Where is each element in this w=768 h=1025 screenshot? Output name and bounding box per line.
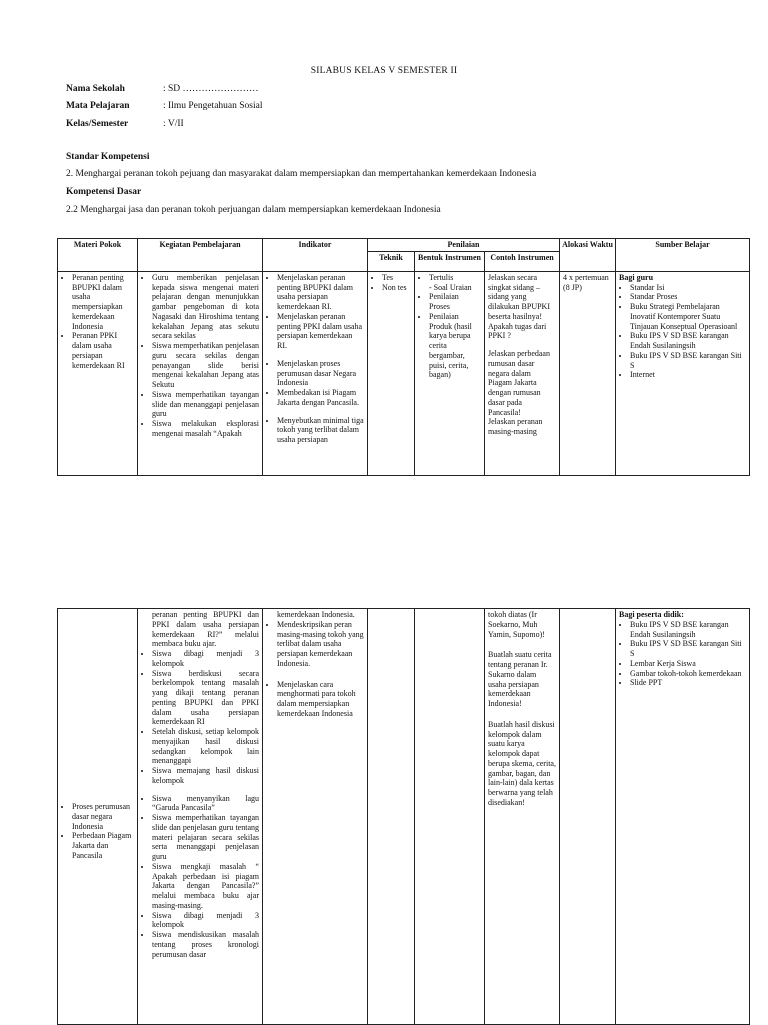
header-sumber: Sumber Belajar [616,239,750,272]
cell-materi [58,271,138,475]
list-item: • Membedakan isi Piagam Jakarta dengan Pancasila. [277,388,364,408]
contoh-text: Buatlah hasil diskusi kelompok dalam suatu karya kelompok dapat berupa skema, cerita, gambar, bagan, dan lain-lain) dala kertas berwarna yang telah disediakan! [488,719,556,807]
cell-alokasi: 4 x pertemuan (8 JP) [560,271,616,475]
list-item: • Siswa memperhatikan penjelasan guru secara sekilas dengan penayangan slide berisi mengenai kekalahan Jepang atas Sekutu [152,341,259,390]
list-item: • Buku IPS V SD BSE karangan Endah Susilaningsih [630,620,746,640]
list-item: • Non tes [382,283,411,293]
list-item: • Gambar tokoh-tokoh kemerdekaan [630,669,746,679]
list-item: • Siswa melakukan eksplorasi mengenai masalah “Apakah [152,419,259,439]
header-alokasi: Alokasi Waktu [560,239,616,272]
list-item: • Tes [382,273,411,283]
list-item: • Peranan penting BPUPKI dalam usaha mempersiapkan kemerdekaan Indonesia [72,273,134,332]
list-item: • Siswa mendiskusikan masalah tentang proses kronologi perumusan dasar [152,930,259,959]
list-item: • Peranan PPKI dalam usaha persiapan kemerdekaan RI [72,331,134,370]
list-item: • Menjelaskan proses perumusan dasar Negara Indonesia [277,359,364,388]
table-row [58,609,750,1025]
list-item: • Siswa dibagi menjadi 3 kelompok [152,911,259,931]
bentuk-text: Tertulis [429,272,454,282]
list-item: • Setelah diskusi, setiap kelompok menyajikan hasil diskusi sedangkan kelompok lain menanggapi [152,727,259,766]
table-row [58,271,750,475]
meta-school [66,84,259,94]
meta-label: Kelas/Semester [66,119,129,129]
cell-materi [58,609,138,1025]
list-item: • Siswa berdiskusi secara berkelompok tentang masalah yang dikaji tentang peranan penting BPUPKI dan PPKI dalam usaha persiapan kemerdekaan RI [152,669,259,728]
list-item [429,273,481,293]
list-item: • Siswa memperhatikan tayangan slide dan penjelasan guru tentang materi pelajaran secara sekilas serta menanggapi penjelasan guru [152,813,259,862]
kegiatan-continued: peranan penting BPUPKI dan PPKI dalam usaha persiapan kemerdekaan RI?” melalui membaca buku ajar. [152,610,259,649]
list-item: • Penilaian Proses [429,292,481,312]
kompetensi-heading: Kompetensi Dasar [66,187,142,197]
cell-bentuk [415,609,485,1025]
standar-text: 2. Menghargai peranan tokoh pejuang dan masyarakat dalam mempersiapkan dan mempertahankan kemerdekaan Indonesia [66,169,537,179]
cell-alokasi [560,609,616,1025]
meta-subject [66,101,262,111]
list-item: • Siswa dibagi menjadi 3 kelompok [152,649,259,669]
list-item: • Standar Proses [630,292,746,302]
list-item: • Siswa memperhatikan tayangan slide dan menanggapi penjelasan guru [152,390,259,419]
standar-heading: Standar Kompetensi [66,152,150,162]
meta-value: : Ilmu Pengetahuan Sosial [163,101,263,111]
sumber-heading: Bagi peserta didik: [619,610,684,619]
list-item: • Buku IPS V SD BSE karangan Siti S [630,639,746,659]
header-teknik: Teknik [368,251,415,271]
header-kegiatan: Kegiatan Pembelajaran [138,239,263,272]
list-item: • Siswa mengkaji masalah “ Apakah perbedaan isi piagam Jakarta dengan Pancasila?” melalui membaca buku ajar masing-masing. [152,862,259,911]
contoh-text: Jelaskan perbedaan rumusan dasar negara dalam Piagam Jakarta dengan rumusan dasar pada Pancasila! [488,349,550,417]
cell-sumber [616,609,750,1025]
syllabus-table [57,238,750,476]
indikator-continued: kemerdekaan Indonesia. [277,610,355,619]
meta-label: Nama Sekolah [66,84,125,94]
header-materi: Materi Pokok [58,239,138,272]
list-item: • Siswa memajang hasil diskusi kelompok [152,766,259,786]
list-item: • Proses perumusan dasar negara Indonesia [72,802,134,831]
list-item: • Menjelaskan peranan penting BPUPKI dalam usaha persiapan kemerdekaan RI. [277,273,364,312]
cell-sumber [616,271,750,475]
cell-contoh [485,609,560,1025]
list-item: • Mendeskripsikan peran masing-masing tokoh yang terlibat dalam usaha persiapan kemerdekaan Indonesia. [277,620,364,669]
header-bentuk: Bentuk Instrumen [415,251,485,271]
meta-value: : V/II [163,119,184,129]
syllabus-table-continued [57,608,750,1025]
contoh-text: Jelaskan secara singkat sidang – sidang yang dilakukan BPUPKI beserta hasilnya! [488,272,550,321]
cell-teknik [368,271,415,475]
contoh-text: Jelaskan peranan masing-masing [488,417,543,436]
list-item: • Menjelaskan peranan penting PPKI dalam usaha persiapan kemerdekaan RI. [277,312,364,351]
list-item: • Perbedaan Piagam Jakarta dan Pancasila [72,831,134,860]
cell-kegiatan [138,271,263,475]
meta-value: : SD …………………… [163,84,259,94]
list-item: • Standar Isi [630,283,746,293]
header-penilaian: Penilaian [368,239,560,252]
cell-indikator [263,609,368,1025]
meta-class [66,119,184,129]
list-item: • Penilaian Produk (hasil karya berupa cerita bergambar, puisi, cerita, bagan) [429,312,481,380]
contoh-text: tokoh diatas (Ir Soekarno, Muh Yamin, Supomo)! [488,610,545,639]
header-contoh: Contoh Instrumen [485,251,560,271]
list-item: • Lembar Kerja Siswa [630,659,746,669]
cell-bentuk [415,271,485,475]
kompetensi-text: 2.2 Menghargai jasa dan peranan tokoh perjuangan dalam mempersiapkan kemerdekaan Indonesia [66,205,441,215]
page-title: SILABUS KELAS V SEMESTER II [310,66,458,76]
cell-kegiatan [138,609,263,1025]
cell-teknik [368,609,415,1025]
list-item: • Internet [630,370,746,380]
list-item: • Menjelaskan cara menghormati para tokoh dalam mempersiapkan kemerdekaan Indonesia [277,680,364,719]
meta-label: Mata Pelajaran [66,101,130,111]
list-item: • Siswa menyanyikan lagu “Garuda Pancasila” [152,794,259,814]
cell-indikator [263,271,368,475]
list-item: • Buku Strategi Pembelajaran Inovatif Kontemporer Suatu Tinjauan Konseptual Operasioanl [630,302,746,331]
contoh-text: Buatlah suatu cerita tentang peranan Ir. Sukarno dalam usaha persiapan kemerdekaan Indonesia! [488,650,552,708]
list-item: • Menyebutkan minimal tiga tokoh yang terlibat dalam usaha persiapan [277,416,364,445]
bentuk-text: - Soal Uraian [429,282,472,292]
list-item: • Buku IPS V SD BSE karangan Endah Susilaningsih [630,331,746,351]
sumber-heading: Bagi guru [619,272,654,282]
list-item: • Guru memberikan penjelasan kepada siswa mengenai materi pelajaran dengan menunjukkan gambar pengeboman di kota Nagasaki dan Hiroshima tentang kekalahan Jepang atas sekutu secara sekilas [152,273,259,341]
contoh-text: Apakah tugas dari PPKI ? [488,321,547,341]
header-indikator: Indikator [263,239,368,272]
list-item: • Buku IPS V SD BSE karangan Siti S [630,351,746,371]
list-item: • Slide PPT [630,678,746,688]
cell-contoh [485,271,560,475]
